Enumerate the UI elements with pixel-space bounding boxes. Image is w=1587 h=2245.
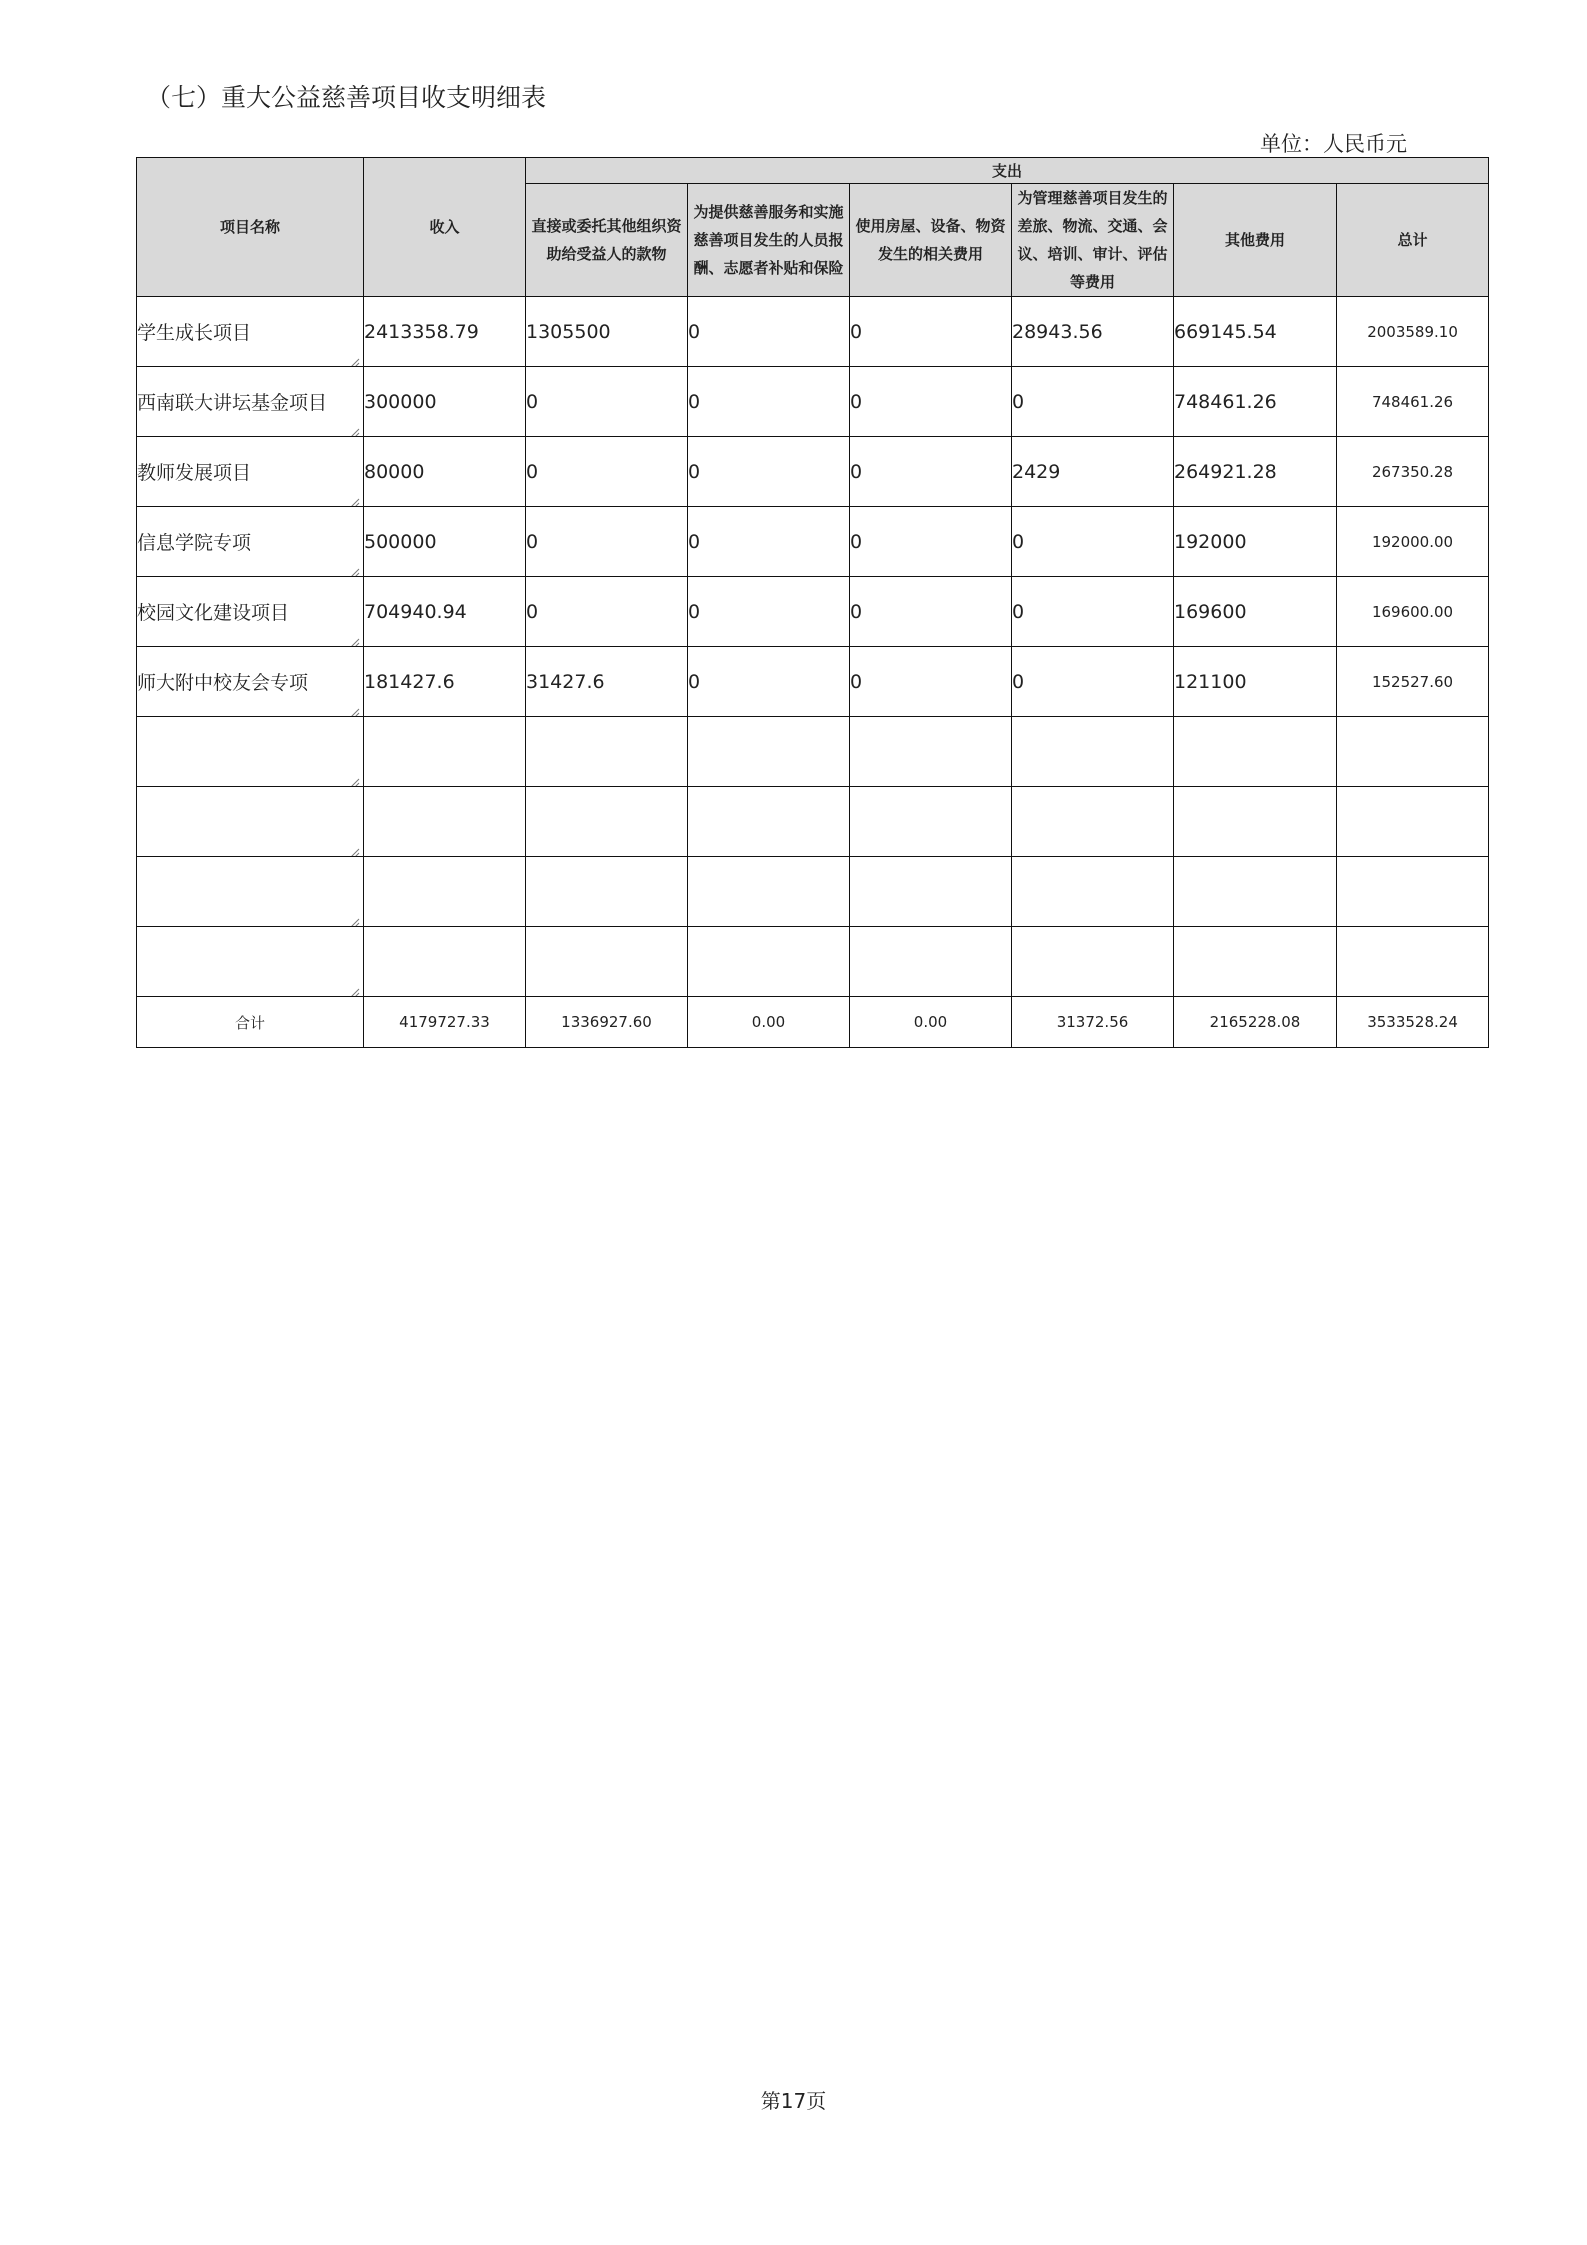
header-personnel: 为提供慈善服务和实施慈善项目发生的人员报酬、志愿者补贴和保险: [688, 184, 850, 297]
cell-total: 169600.00: [1337, 577, 1489, 647]
cell-management: 0: [1012, 367, 1174, 437]
empty-table-row: [137, 857, 1489, 927]
cell-direct-funding: 0: [526, 367, 688, 437]
cell-empty: [364, 787, 526, 857]
cell-empty: [1174, 717, 1337, 787]
cell-project-name[interactable]: [137, 787, 364, 857]
table-row: [137, 577, 1489, 647]
cell-project-name[interactable]: [137, 367, 364, 437]
resize-handle-icon[interactable]: [348, 421, 360, 433]
table-row: [137, 297, 1489, 367]
cell-personnel: 0: [688, 507, 850, 577]
resize-handle-icon[interactable]: [348, 911, 360, 923]
cell-project-name[interactable]: [137, 297, 364, 367]
total-direct-funding: 1336927.60: [526, 997, 688, 1048]
cell-empty: [526, 857, 688, 927]
resize-handle-icon[interactable]: [348, 841, 360, 853]
resize-handle-icon[interactable]: [348, 351, 360, 363]
cell-project-name[interactable]: [137, 927, 364, 997]
page-title: （七）重大公益慈善项目收支明细表: [146, 83, 547, 112]
cell-other-expenses: 748461.26: [1174, 367, 1337, 437]
cell-direct-funding: 31427.6: [526, 647, 688, 717]
header-facilities: 使用房屋、设备、物资发生的相关费用: [850, 184, 1012, 297]
cell-empty: [688, 927, 850, 997]
cell-management: 0: [1012, 507, 1174, 577]
cell-empty: [1337, 857, 1489, 927]
cell-empty: [526, 927, 688, 997]
table-body: [137, 297, 1489, 1048]
cell-other-expenses: 121100: [1174, 647, 1337, 717]
cell-other-expenses: 669145.54: [1174, 297, 1337, 367]
resize-handle-icon[interactable]: [348, 561, 360, 573]
cell-empty: [850, 787, 1012, 857]
total-row: [137, 997, 1489, 1048]
cell-project-name[interactable]: [137, 857, 364, 927]
unit-note: 单位：人民币元: [1260, 132, 1407, 156]
cell-facilities: 0: [850, 367, 1012, 437]
cell-empty: [850, 717, 1012, 787]
total-total: 3533528.24: [1337, 997, 1489, 1048]
cell-empty: [1337, 927, 1489, 997]
project-name-text: 信息学院专项: [137, 532, 252, 554]
cell-empty: [1174, 927, 1337, 997]
empty-table-row: [137, 717, 1489, 787]
table-row: [137, 367, 1489, 437]
resize-handle-icon[interactable]: [348, 771, 360, 783]
expense-detail-table: [136, 157, 1489, 1048]
resize-handle-icon[interactable]: [348, 491, 360, 503]
header-total: 总计: [1337, 184, 1489, 297]
cell-personnel: 0: [688, 297, 850, 367]
cell-facilities: 0: [850, 507, 1012, 577]
total-label: 合计: [137, 997, 364, 1048]
cell-project-name[interactable]: [137, 507, 364, 577]
cell-total: 152527.60: [1337, 647, 1489, 717]
cell-empty: [526, 787, 688, 857]
cell-management: 28943.56: [1012, 297, 1174, 367]
cell-facilities: 0: [850, 297, 1012, 367]
cell-facilities: 0: [850, 577, 1012, 647]
cell-personnel: 0: [688, 647, 850, 717]
header-project-name: 项目名称: [137, 158, 364, 297]
cell-income: 2413358.79: [364, 297, 526, 367]
cell-management: 0: [1012, 577, 1174, 647]
cell-income: 80000: [364, 437, 526, 507]
cell-empty: [364, 927, 526, 997]
cell-empty: [1012, 787, 1174, 857]
cell-empty: [688, 717, 850, 787]
cell-total: 267350.28: [1337, 437, 1489, 507]
cell-project-name[interactable]: [137, 437, 364, 507]
cell-management: 2429: [1012, 437, 1174, 507]
cell-empty: [688, 857, 850, 927]
cell-facilities: 0: [850, 437, 1012, 507]
cell-empty: [850, 927, 1012, 997]
cell-income: 704940.94: [364, 577, 526, 647]
table-row: [137, 507, 1489, 577]
page-number: 第17页: [760, 2089, 827, 2113]
header-income: 收入: [364, 158, 526, 297]
cell-facilities: 0: [850, 647, 1012, 717]
cell-empty: [1174, 857, 1337, 927]
resize-handle-icon[interactable]: [348, 701, 360, 713]
cell-direct-funding: 0: [526, 507, 688, 577]
cell-income: 500000: [364, 507, 526, 577]
header-management: 为管理慈善项目发生的差旅、物流、交通、会议、培训、审计、评估等费用: [1012, 184, 1174, 297]
cell-management: 0: [1012, 647, 1174, 717]
cell-total: 192000.00: [1337, 507, 1489, 577]
cell-empty: [1337, 717, 1489, 787]
header-direct-funding: 直接或委托其他组织资助给受益人的款物: [526, 184, 688, 297]
project-name-text: 教师发展项目: [137, 462, 252, 484]
resize-handle-icon[interactable]: [348, 631, 360, 643]
total-income: 4179727.33: [364, 997, 526, 1048]
cell-direct-funding: 0: [526, 437, 688, 507]
cell-other-expenses: 264921.28: [1174, 437, 1337, 507]
cell-empty: [526, 717, 688, 787]
header-spending-group: 支出: [526, 158, 1489, 184]
cell-project-name[interactable]: [137, 647, 364, 717]
cell-income: 181427.6: [364, 647, 526, 717]
cell-empty: [364, 857, 526, 927]
resize-handle-icon[interactable]: [348, 981, 360, 993]
cell-empty: [1337, 787, 1489, 857]
cell-project-name[interactable]: [137, 717, 364, 787]
cell-empty: [1012, 717, 1174, 787]
cell-empty: [688, 787, 850, 857]
empty-table-row: [137, 927, 1489, 997]
cell-empty: [850, 857, 1012, 927]
cell-empty: [1174, 787, 1337, 857]
cell-personnel: 0: [688, 367, 850, 437]
cell-direct-funding: 0: [526, 577, 688, 647]
table-row: [137, 437, 1489, 507]
table-row: [137, 647, 1489, 717]
header-other-expenses: 其他费用: [1174, 184, 1337, 297]
cell-other-expenses: 192000: [1174, 507, 1337, 577]
total-management: 31372.56: [1012, 997, 1174, 1048]
cell-personnel: 0: [688, 577, 850, 647]
total-other-expenses: 2165228.08: [1174, 997, 1337, 1048]
total-personnel: 0.00: [688, 997, 850, 1048]
cell-direct-funding: 1305500: [526, 297, 688, 367]
cell-personnel: 0: [688, 437, 850, 507]
cell-income: 300000: [364, 367, 526, 437]
cell-project-name[interactable]: [137, 577, 364, 647]
cell-empty: [1012, 857, 1174, 927]
cell-total: 2003589.10: [1337, 297, 1489, 367]
total-facilities: 0.00: [850, 997, 1012, 1048]
empty-table-row: [137, 787, 1489, 857]
cell-empty: [364, 717, 526, 787]
cell-other-expenses: 169600: [1174, 577, 1337, 647]
project-name-text: 师大附中校友会专项: [137, 672, 309, 694]
cell-total: 748461.26: [1337, 367, 1489, 437]
project-name-text: 西南联大讲坛基金项目: [137, 392, 328, 414]
project-name-text: 学生成长项目: [137, 322, 252, 344]
project-name-text: 校园文化建设项目: [137, 602, 290, 624]
cell-empty: [1012, 927, 1174, 997]
